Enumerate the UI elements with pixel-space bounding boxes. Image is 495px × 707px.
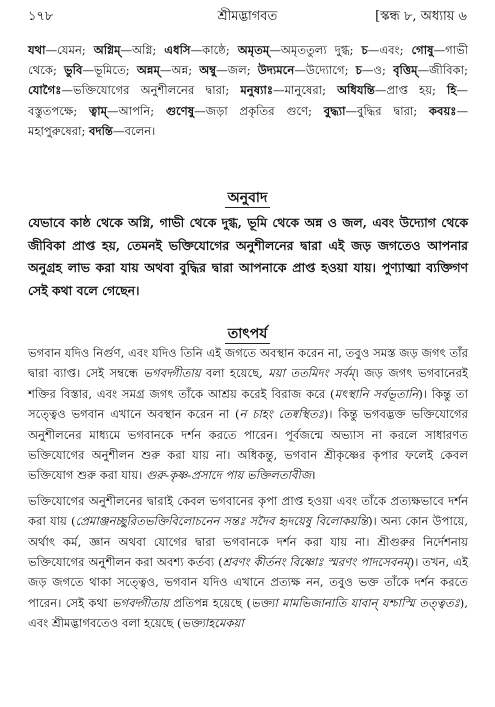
synonym-meaning: মহাপুরুষেরা; <box>28 123 86 138</box>
paragraph-text: ভগবান যদিও নির্গুণ, এবং যদিও তিনি এই জগতে অবস্থান করেন না, তবুও সমস্ত জড় জগৎ তাঁর দ্বারা ব্যাপ্ত। সেই সম্বন্ধে <box>28 346 468 381</box>
synonym-meaning: এবং; <box>379 43 404 57</box>
synonym-word: কবয়ঃ <box>428 103 457 118</box>
italic-quote: মৎস্থানি সর্বভূতানি <box>334 386 419 401</box>
translation-text: যেভাবে কাষ্ঠ থেকে অগ্নি, গাভী থেকে দুগ্ধ, ভূমি থেকে অন্ন ও জল, এবং উদ্যোগ থেকে জীবিকা প্রাপ্ত হয়, তেমনই ভক্তিযোগের অনুশীলনের দ্বারা এই জড় জগতেও আপনার অনুগ্রহ লাভ করা যায় অথবা বুদ্ধির দ্বারা আপনাকে প্রাপ্ত হওয়া যায়। পুণ্যাত্মা ব্যক্তিগণ সেই কথা বলে গেছেন। <box>28 215 468 298</box>
synonym-word: উদ্যমনে <box>257 63 295 78</box>
synonym-meaning: বস্তুতপক্ষে; <box>28 103 78 118</box>
purport-paragraph-2 <box>28 491 468 634</box>
synonym-word: মনুষ্যাঃ <box>240 83 273 98</box>
translation-heading <box>0 186 495 210</box>
synonym-word: অম্বু <box>199 63 217 78</box>
synonym-word: বদন্তি <box>89 123 113 138</box>
synonym-meaning: মানুষেরা; <box>284 83 327 98</box>
synonym-word: অগ্নিম্ <box>93 43 121 57</box>
italic-quote: ন চাহং তেষ্বস্থিতঃ <box>239 407 324 422</box>
italic-quote: ময়া ততমিদং সর্বম্ <box>268 366 355 381</box>
page-header <box>28 6 467 28</box>
synonym-meaning: উদ্যোগে; <box>305 63 349 78</box>
synonym-word: চ <box>355 63 362 78</box>
synonym-meaning: জড়া প্রকৃতির গুণে; <box>205 103 313 118</box>
synonym-word: গুণেষু <box>165 103 195 118</box>
paragraph-text: )। কিন্তু তা সত্ত্বেও ভগবান এখানে অবস্থান করেন না ( <box>28 386 468 422</box>
synonym-meaning: ভূমিতে; <box>94 63 130 78</box>
synonym-word: চ <box>361 43 368 57</box>
synonym-meaning: অমৃততুল্য দুগ্ধ; <box>280 43 354 57</box>
italic-quote: গুরু-কৃষ্ণ-প্রসাদে পায় ভক্তিলতাবীজ <box>146 468 312 483</box>
paragraph-text: )। অন্য কোন উপায়ে, অর্থাৎ কর্ম, জ্ঞান অথবা যোগের দ্বারা ভগবানকে দর্শন করা যায় না। শ্রীগুরুর নির্দেশনায় ভক্তিযোগের অনুশীলন করা অবশ্য কর্তব্য ( <box>28 514 468 570</box>
synonym-meaning: বলেন। <box>124 123 156 138</box>
synonym-word: যথা <box>28 43 46 57</box>
synonym-meaning: অন্ন; <box>171 63 193 78</box>
synonym-meaning: আপনি; <box>118 103 155 118</box>
synonym-meaning: ভক্তিযোগের অনুশীলনের দ্বারা; <box>73 83 230 98</box>
paragraph-text: ভক্তিযোগের অনুশীলনের দ্বারাই কেবল ভগবানের কৃপা প্রাপ্ত হওয়া এবং তাঁকে প্রত্যক্ষভাবে দর্শন করা যায় ( <box>28 493 468 529</box>
synonym-meaning: জল; <box>227 63 251 78</box>
italic-quote: ভক্ত্যাহমেকয়া <box>181 616 244 631</box>
italic-quote: প্রেমাঞ্জনচ্ছুরিতভক্তিবিলোচনেন সন্তঃ সদৈব হৃদয়েষু বিলোকয়ন্তি <box>75 514 369 529</box>
synonym-meaning: ও; <box>373 63 386 78</box>
synonym-word: বুদ্ধ্যা <box>323 103 346 118</box>
synonyms-block: যথা—যেমন; অগ্নিম্—অগ্নি; এধসি—কাষ্ঠে; অমৃতম্—অমৃততুল্য দুগ্ধ; চ—এবং; গোষু—গাভী থেকে; ভুবি—ভূমিতে; অন্নম্—অন্ন; অম্বু—জল; উদ্যমনে—উদ্যোগে; চ—ও; বৃত্তিম্—জীবিকা; যোগৈঃ—ভক্তিযোগের অনুশীলনের দ্বারা; মনুষ্যাঃ—মানুষেরা; অধিযন্তি—প্রাপ্ত হয়; হি—বস্তুতপক্ষে; ত্বাম্—আপনি; গুণেষু—জড়া প্রকৃতির গুণে; বুদ্ধ্যা—বুদ্ধির দ্বারা; কবয়ঃ—মহাপুরুষেরা; বদন্তি—বলেন। <box>28 43 469 138</box>
translation-heading-text: অনুবাদ <box>225 190 271 208</box>
italic-quote: শ্রবণং কীর্তনং বিষ্ণোঃ স্মরণং পাদসেবনম্ <box>222 555 410 570</box>
synonym-meaning: বুদ্ধির দ্বারা; <box>357 103 418 118</box>
synonym-meaning: কাষ্ঠে; <box>202 43 230 57</box>
synonym-word: বৃত্তিম্ <box>393 63 418 78</box>
synonym-word: এধসি <box>164 43 191 57</box>
paragraph-text: । জড় জগৎ ভগবানেরই শক্তির বিস্তার, এবং সমগ্র জগৎ তাঁকে আশ্রয় করেই বিরাজ করে ( <box>28 366 468 401</box>
synonym-word: হি <box>447 83 457 98</box>
book-title: শ্রীমদ্ভাগবত <box>217 9 278 24</box>
italic-quote: ভগবদ্গীতায় <box>111 595 169 610</box>
paragraph-text: )। তখন, এই জড় জগতে থাকা সত্ত্বেও, ভগবান যদিও এখানে প্রত্যক্ষ নন, তবুও ভক্ত তাঁকে দর্শন করতে পারেন। সেই কথা <box>28 555 468 610</box>
italic-quote: ভগবদ্গীতায় <box>143 366 201 381</box>
synonym-meaning: গাভী থেকে; <box>28 43 469 78</box>
synonym-meaning: যেমন; <box>57 43 86 57</box>
purport-body <box>28 343 468 639</box>
synonym-word: ভুবি <box>64 63 83 78</box>
paragraph-text: )। কিন্তু ভগবদ্ভক্ত ভক্তিযোগের অনুশীলনের মাধ্যমে ভগবানকে দর্শন করতে পারেন। পূর্বজন্মে অভ্যাস না করলে সাধারণত ভক্তিযোগের অনুশীলন শুরু করা যায় না। অধিকন্তু, ভগবান শ্রীকৃষ্ণের কৃপার ফলেই কেবল ভক্তিযোগ শুরু করা যায়। <box>28 407 468 483</box>
synonym-word: অন্নম্ <box>136 63 160 78</box>
synonym-meaning: জীবিকা; <box>429 63 469 78</box>
page-number: ১৭৮ <box>28 9 54 24</box>
synonym-word: অধিযন্তি <box>337 83 375 98</box>
synonym-meaning: প্রাপ্ত হয়; <box>386 83 436 98</box>
chapter-reference: [স্কন্ধ ৮, অধ্যায় ৬ <box>375 9 467 24</box>
synonym-word: যোগৈঃ <box>28 83 62 98</box>
purport-paragraph-1 <box>28 343 468 486</box>
synonym-word: গোষু <box>411 43 434 57</box>
paragraph-text: প্রতিপন্ন হয়েছে ( <box>168 595 252 610</box>
italic-quote: ভক্ত্যা মামভিজানাতি যাবান্ যশ্চাস্মি তত্ত্বতঃ <box>251 595 460 610</box>
paragraph-text: । <box>311 468 316 483</box>
purport-heading-text: তাৎপর্য <box>225 326 271 344</box>
synonym-word: ত্বাম্ <box>88 103 108 118</box>
paragraph-text: ), এবং শ্রীমদ্ভাগবতেও বলা হয়েছে ( <box>28 595 468 631</box>
synonym-word: অমৃতম্ <box>237 43 270 57</box>
synonym-meaning: অগ্নি; <box>132 43 157 57</box>
paragraph-text: বলা হয়েছে, <box>200 366 269 381</box>
